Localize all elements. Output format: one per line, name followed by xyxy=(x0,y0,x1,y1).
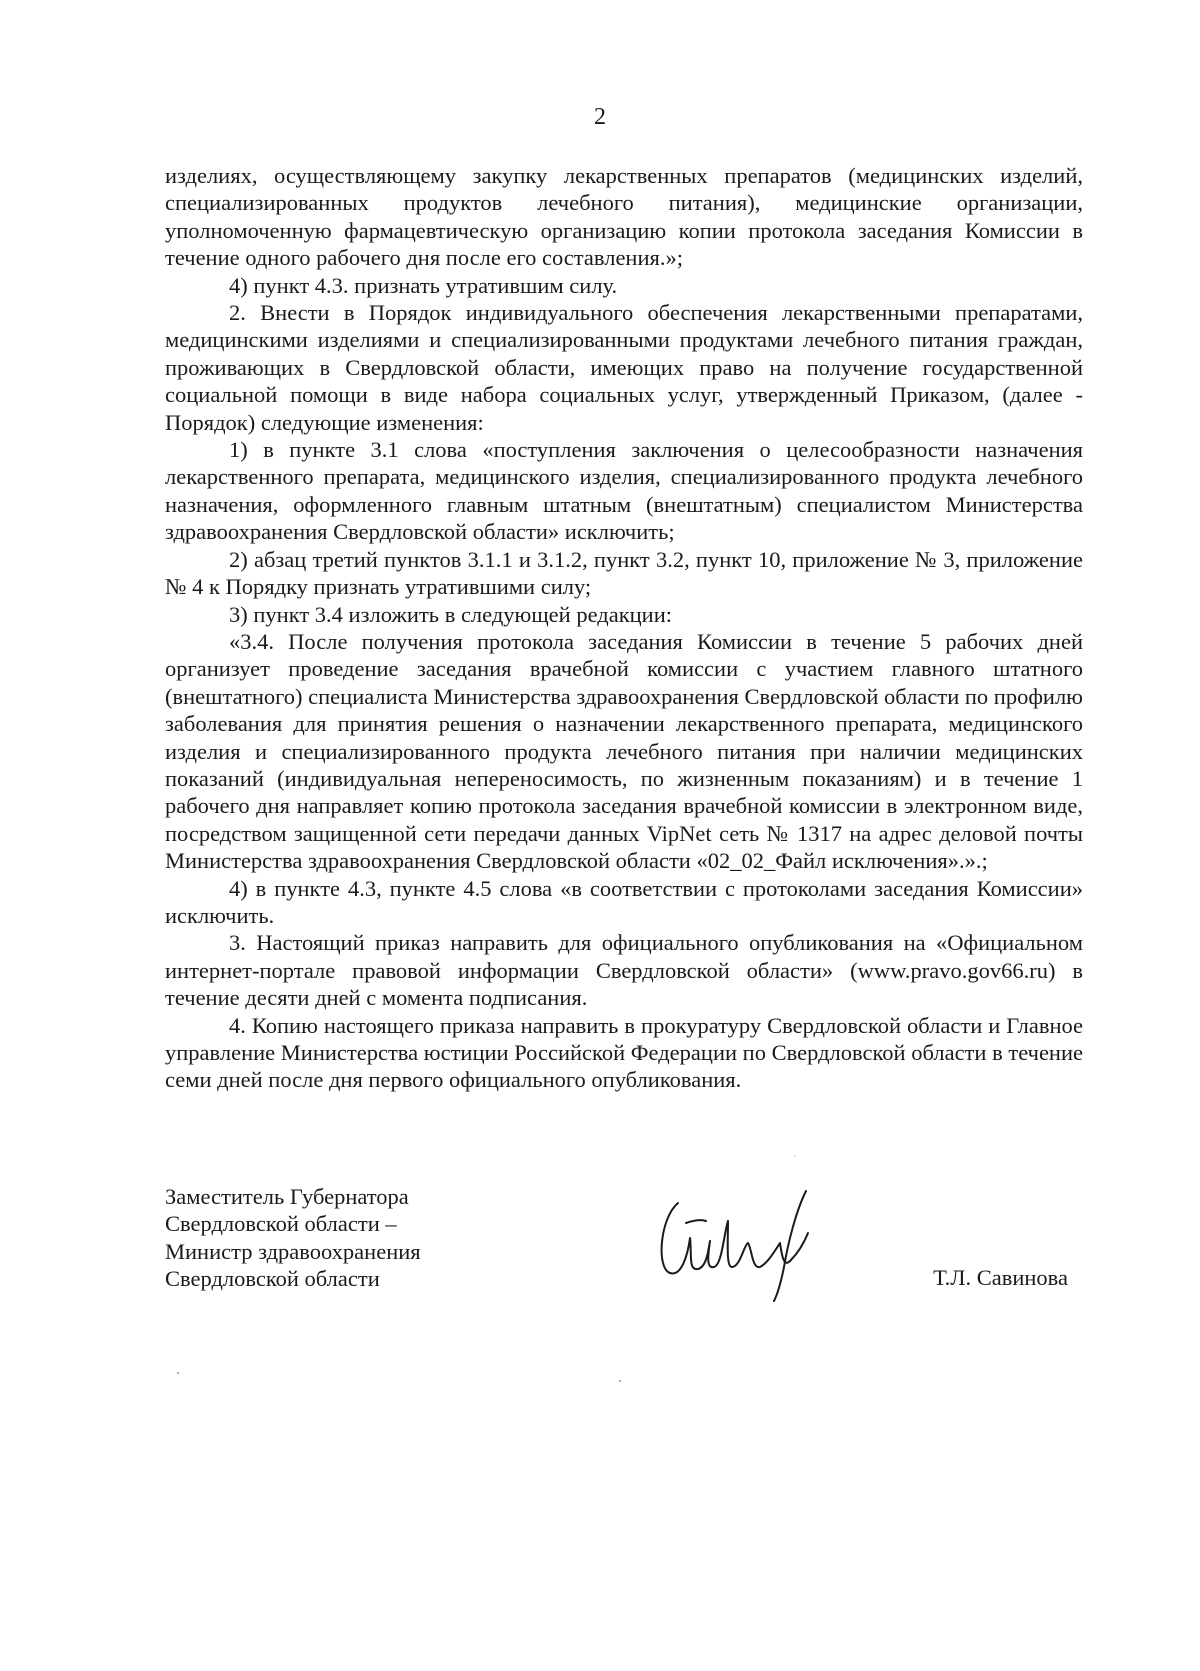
paragraph-subitem-3: 3) пункт 3.4 изложить в следующей редакции: xyxy=(229,601,673,627)
paragraph-section-3: 3. Настоящий приказ направить для официального опубликования на «Официальном интернет-портале правовой информации Свердловской области» (www.pravo.gov66.ru) в течение десяти дней с момента подписания. xyxy=(165,930,1083,1011)
page-number: 2 xyxy=(594,104,606,130)
paragraph-subitem-2: 2) абзац третий пунктов 3.1.1 и 3.1.2, пункт 3.2, пункт 10, приложение № 3, приложение № 4 к Порядку признать утратившими силу; xyxy=(165,546,1083,600)
signatory-title xyxy=(165,1183,421,1293)
document-body xyxy=(165,162,1083,1094)
paragraph-subitem-1: 1) в пункте 3.1 слова «поступления заключения о целесообразности назначения лекарственного препарата, медицинского изделия, специализированного продукта лечебного назначения, оформленного главным штатным (внештатным) специалистом Министерства здравоохранения Свердловской области» исключить; xyxy=(165,437,1083,545)
paragraph-section-2: 2. Внести в Порядок индивидуального обеспечения лекарственными препаратами, медицинскими изделиями и специализированными продуктами лечебного питания граждан, проживающих в Свердловской области, имеющих право на получение государственной социальной помощи в виде набора социальных услуг, утвержденный Приказом, (далее - Порядок) следующие изменения: xyxy=(165,300,1083,435)
paragraph-continuation: изделиях, осуществляющему закупку лекарственных препаратов (медицинских изделий, специализированных продуктов лечебного питания), медицинские организации, уполномоченную фармацевтическую организацию копии протокола заседания Комиссии в течение одного рабочего дня после его составления.»; xyxy=(165,163,1083,271)
paragraph-quoted-3-4: «3.4. После получения протокола заседания Комиссии в течение 5 рабочих дней организует проведение заседания врачебной комиссии с участием главного штатного (внештатного) специалиста Министерства здравоохранения Свердловской области по профилю заболевания для принятия решения о назначении лекарственного препарата, медицинского изделия и специализированного продукта лечебного питания при наличии медицинских показаний (индивидуальная непереносимость, по жизненным показаниям) и в течение 1 рабочего дня направляет копию протокола заседания врачебной комиссии в электронном виде, посредством защищенной сети передачи данных VipNet сеть № 1317 на адрес деловой почты Министерства здравоохранения Свердловской области «02_02_Файл исключения».».; xyxy=(165,628,1083,874)
signatory-title-line: Министр здравоохранения xyxy=(165,1238,421,1264)
signatory-title-line: Свердловской области – xyxy=(165,1211,397,1237)
paragraph-subitem-4: 4) в пункте 4.3, пункте 4.5 слова «в соответствии с протоколами заседания Комиссии» исключить. xyxy=(165,875,1083,928)
signatory-title-line: Свердловской области xyxy=(165,1266,380,1292)
handwritten-signature-icon xyxy=(648,1183,828,1303)
paragraph-section-4: 4. Копию настоящего приказа направить в прокуратуру Свердловской области и Главное управление Министерства юстиции Российской Федерации по Свердловской области в течение семи дней после дня первого официального опубликования. xyxy=(165,1012,1083,1093)
paragraph-item-4: 4) пункт 4.3. признать утратившим силу. xyxy=(229,272,618,298)
signer-name: Т.Л. Савинова xyxy=(933,1265,1068,1290)
signatory-title-line: Заместитель Губернатора xyxy=(165,1184,409,1209)
